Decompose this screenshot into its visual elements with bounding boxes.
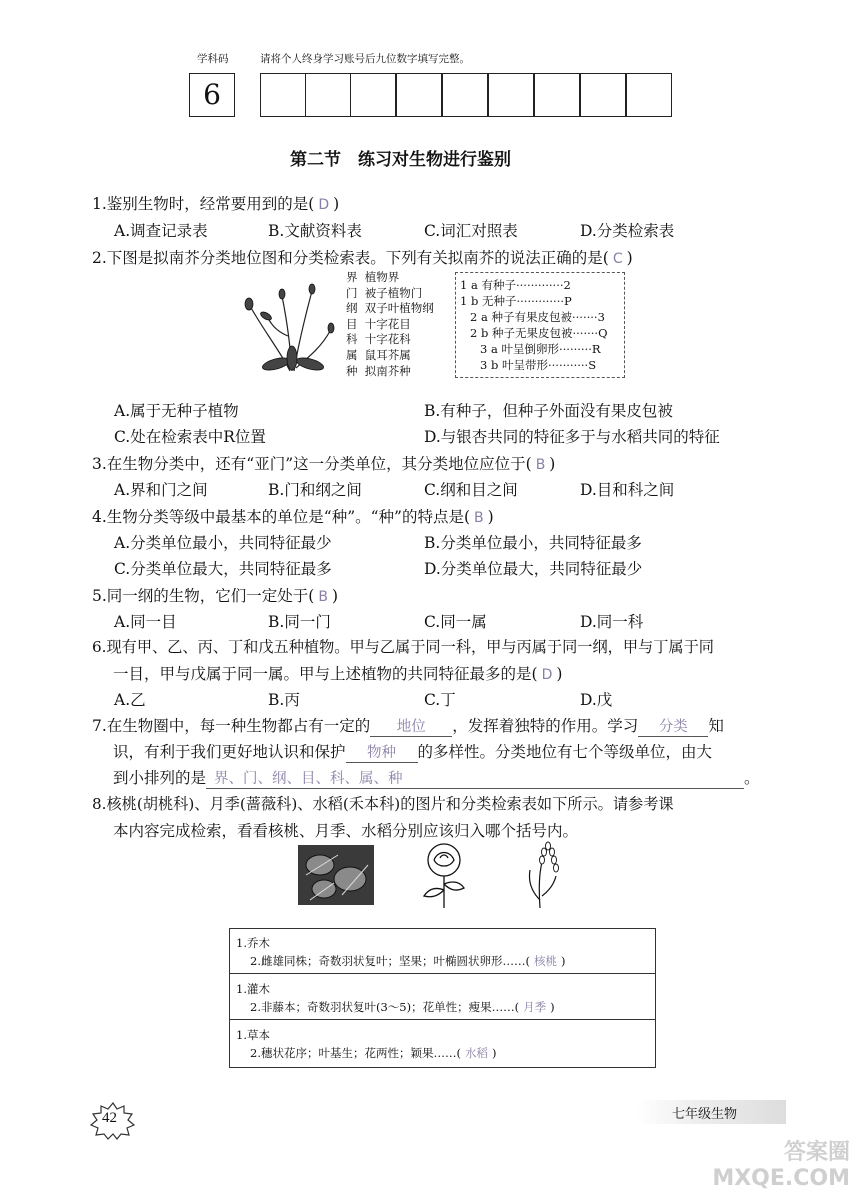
digit-box[interactable]	[350, 73, 396, 117]
q5-close: )	[331, 587, 339, 605]
key-line: 1 b 无种子·············P	[460, 294, 572, 308]
q5-option-b: B.同一门	[268, 613, 331, 631]
q7-blank-2[interactable]: 分类	[638, 715, 708, 737]
row-2-close: )	[550, 1000, 555, 1014]
q1-option-d: D.分类检索表	[580, 222, 675, 240]
question-4	[92, 505, 494, 527]
table-divider	[230, 973, 655, 974]
row-3-description	[250, 1045, 496, 1061]
q3-close: )	[549, 455, 556, 473]
q4-option-b: B.分类单位最小，共同特征最多	[424, 534, 642, 552]
taxonomy-genus: 属 鼠耳芥属	[346, 348, 411, 362]
rose-illustration	[416, 840, 472, 910]
key-line: 2 b 种子无果皮包被·······Q	[470, 326, 608, 340]
question-8-line-2: 本内容完成检索，看看核桃、月季、水稻分别应该归入哪个括号内。	[113, 822, 579, 840]
q4-answer: B	[474, 510, 484, 526]
q5-answer: B	[318, 589, 328, 605]
subject-code: 6	[203, 78, 221, 111]
q1-answer: D	[318, 197, 330, 213]
q7-text-6: 到小排列的是	[113, 769, 207, 787]
row-1-description	[250, 953, 565, 969]
key-line: 2 a 种子有果皮包被·······3	[470, 310, 605, 324]
table-divider	[230, 1019, 655, 1020]
q4-stem: 4.生物分类等级中最基本的单位是“种”。“种”的特点是(	[92, 508, 471, 526]
q6-option-a: A.乙	[114, 691, 146, 709]
row-1-close: )	[560, 954, 566, 968]
q3-option-a: A.界和门之间	[114, 481, 208, 499]
q2-close: )	[626, 249, 633, 267]
taxonomy-kingdom: 界 植物界	[346, 270, 400, 284]
q3-option-d: D.目和科之间	[580, 481, 675, 499]
digit-box[interactable]	[534, 73, 580, 117]
taxonomy-species: 种 拟南芥种	[346, 363, 411, 378]
digit-box[interactable]	[626, 73, 672, 117]
row-3-answer: 水稻	[464, 1046, 488, 1060]
row-1-category: 1.乔木	[236, 936, 270, 950]
question-5	[92, 584, 338, 606]
q4-option-d: D.分类单位最大，共同特征最少	[424, 560, 643, 578]
watermark: 答案圈 MXQE.COM	[712, 1140, 850, 1191]
q6-option-c: C.丁	[424, 691, 456, 709]
q6-stem: 一目，甲与戊属于同一属。甲与上述植物的共同特征最多的是(	[113, 665, 538, 683]
q7-text-5: 的多样性。分类地位有七个等级单位，由大	[417, 743, 713, 761]
walnut-photo	[298, 845, 374, 905]
q5-option-c: C.同一属	[424, 613, 487, 631]
question-2	[92, 246, 633, 268]
row-2-answer: 月季	[523, 1000, 547, 1014]
row-2-description	[250, 999, 555, 1015]
q4-option-c: C.分类单位最大，共同特征最多	[114, 560, 332, 578]
book-label	[636, 1100, 786, 1124]
row-2-category: 1.灌木	[236, 982, 270, 996]
key-line: 1 a 有种子·············2	[460, 278, 571, 292]
q1-option-a: A.调查记录表	[114, 222, 208, 240]
subject-code-label: 学科码	[197, 53, 229, 65]
classification-table	[229, 928, 656, 1068]
question-6-line-2	[113, 662, 562, 684]
classification-key	[455, 272, 625, 378]
q6-close: )	[556, 665, 563, 683]
row-1-answer: 核桃	[533, 954, 557, 968]
digit-box[interactable]	[305, 73, 351, 117]
question-7-line-3	[113, 766, 760, 789]
section-title: 第二节 练习对生物进行鉴别	[290, 150, 511, 170]
q5-stem: 5.同一纲的生物，它们一定处于(	[92, 587, 315, 605]
q5-option-d: D.同一科	[580, 613, 644, 631]
q3-answer: B	[535, 457, 546, 473]
q5-option-a: A.同一目	[114, 613, 177, 631]
taxonomy-class: 纲 双子叶植物纲	[346, 301, 434, 316]
question-1	[92, 192, 339, 214]
digit-box[interactable]	[488, 73, 534, 117]
q7-text-4: 识，有利于我们更好地认识和保护	[113, 743, 346, 761]
q7-text-3: 知	[708, 717, 724, 735]
q4-option-a: A.分类单位最小，共同特征最少	[114, 534, 332, 552]
row-2-text: 2.非藤本；奇数羽状复叶(3～5)；花单性；瘦果……(	[250, 1000, 520, 1014]
q2-stem: 2.下图是拟南芥分类地位图和分类检索表。下列有关拟南芥的说法正确的是(	[92, 249, 609, 267]
digit-box[interactable]	[260, 73, 306, 117]
question-6-line-1: 6.现有甲、乙、丙、丁和戊五种植物。甲与乙属于同一科，甲与丙属于同一纲，甲与丁属于同	[92, 638, 714, 656]
rice-plant-illustration	[518, 840, 566, 910]
subject-code-box	[189, 73, 235, 117]
key-line: 3 a 叶呈倒卵形·········R	[480, 342, 601, 356]
digit-box[interactable]	[396, 73, 442, 117]
q3-option-c: C.纲和目之间	[424, 481, 518, 499]
q2-option-d: D.与银杏共同的特征多于与水稻共同的特征	[424, 428, 720, 446]
q1-close: )	[333, 195, 340, 213]
q7-blank-4[interactable]: 界、门、纲、目、科、属、种	[206, 767, 744, 789]
q1-stem: 1.鉴别生物时，经常要用到的是(	[92, 195, 315, 213]
row-1-text: 2.雌雄同株；奇数羽状复叶；坚果；叶椭圆状卵形……(	[250, 954, 530, 968]
q2-option-b: B.有种子，但种子外面没有果皮包被	[424, 402, 673, 420]
taxonomy-order: 目 十字花目	[346, 316, 411, 331]
page-number: 42	[102, 1110, 117, 1126]
q2-option-c: C.处在检索表中R位置	[114, 428, 266, 446]
q7-blank-1[interactable]: 地位	[370, 715, 452, 737]
q3-stem: 3.在生物分类中，还有“亚门”这一分类单位，其分类地位应位于(	[92, 455, 532, 473]
q3-option-b: B.门和纲之间	[268, 481, 362, 499]
q1-option-b: B.文献资料表	[268, 222, 362, 240]
q7-text-1: 7.在生物圈中，每一种生物都占有一定的	[92, 717, 371, 735]
q4-close: )	[487, 508, 494, 526]
q7-blank-3[interactable]: 物种	[346, 741, 418, 763]
q6-option-b: B.丙	[268, 691, 300, 709]
key-line: 3 b 叶呈带形···········S	[480, 358, 597, 372]
row-3-text: 2.穗状花序；叶基生；花两性；颖果……(	[250, 1046, 461, 1060]
question-3	[92, 452, 555, 474]
q2-answer: C	[612, 251, 623, 267]
row-3-category: 1.草本	[236, 1028, 270, 1042]
q1-option-c: C.词汇对照表	[424, 222, 518, 240]
row-3-close: )	[491, 1046, 497, 1060]
question-7-line-2	[113, 740, 712, 763]
question-8-line-1: 8.核桃(胡桃科)、月季(蔷薇科)、水稻(禾本科)的图片和分类检索表如下所示。请参考课	[92, 795, 674, 813]
q2-option-a: A.属于无种子植物	[114, 402, 239, 420]
taxonomy-family: 科 十字花科	[346, 332, 411, 347]
q7-text-7: 。	[744, 769, 760, 787]
digit-box[interactable]	[442, 73, 488, 117]
arabidopsis-plant-illustration	[232, 276, 340, 376]
q6-option-d: D.戊	[580, 691, 613, 709]
instruction-text: 请将个人终身学习账号后九位数字填写完整。	[260, 53, 470, 65]
book-title: 七年级生物	[672, 1107, 738, 1122]
question-7-line-1	[92, 714, 724, 737]
q7-text-2: ，发挥着独特的作用。学习	[452, 717, 639, 735]
q6-answer: D	[541, 667, 553, 683]
taxonomy-phylum: 门 被子植物门	[346, 285, 423, 300]
digit-box[interactable]	[580, 73, 626, 117]
